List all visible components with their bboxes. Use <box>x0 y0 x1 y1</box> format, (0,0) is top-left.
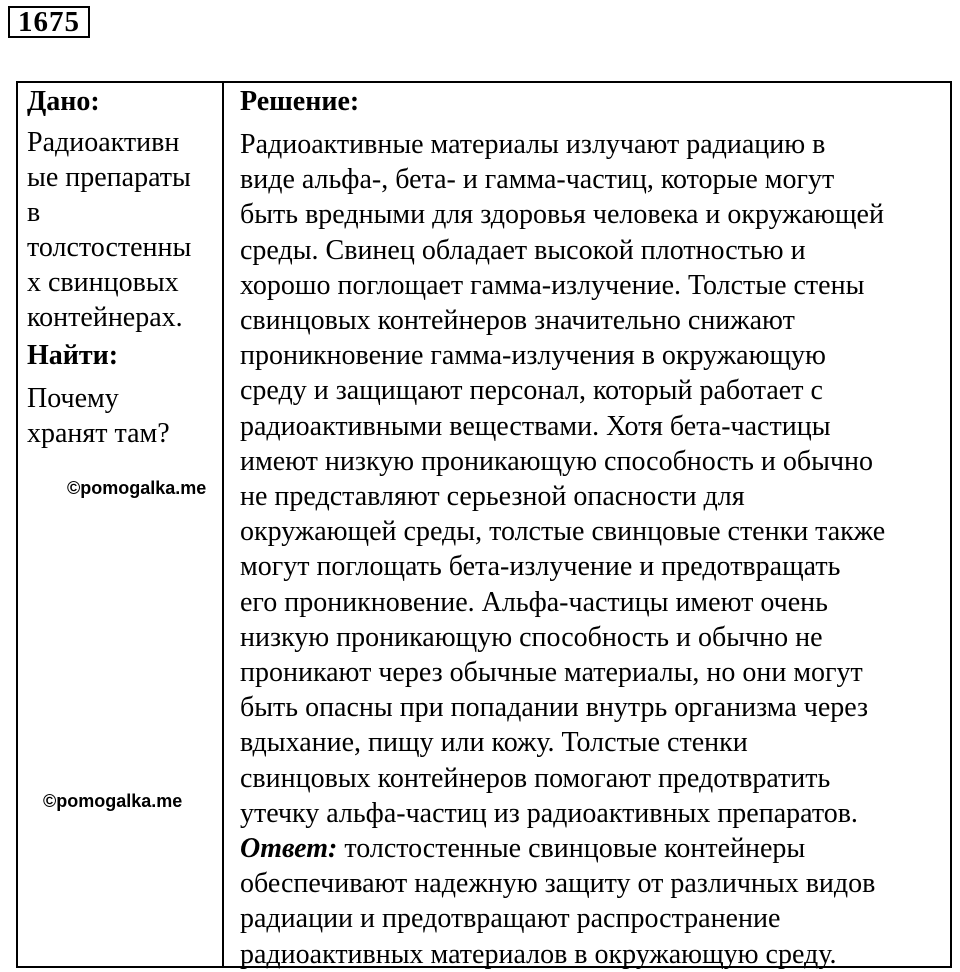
solution-text <box>240 127 950 972</box>
solution-column <box>224 83 950 970</box>
solution-table <box>16 81 952 968</box>
solution-body: Радиоактивные материалы излучают радиацию в виде альфа-, бета- и гамма-частиц, которые могут быть вредными для здоровья человека и окружающей среды. Свинец обладает высокой плотностью и хорошо поглощает гамма-излучение. Толстые стены свинцовых контейнеров значительно снижают проникновение гамма-излучения в окружающую среду и защищают персонал, который работает с радиоактивными веществами. Хотя бета-частицы имеют низкую проникающую способность и обычно не представляют серьезной опасности для окружающей среды, толстые свинцовые стенки также могут поглощать бета-излучение и предотвращать его проникновение. Альфа-частицы имеют очень низкую проникающую способность и обычно не проникают через обычные материалы, но они могут быть опасны при попадании внутрь организма через вдыхание, пищу или кожу. Толстые стенки свинцовых контейнеров помогают предотвратить утечку альфа-частиц из радиоактивных препаратов. <box>240 129 886 829</box>
problem-number: 1675 <box>8 6 90 38</box>
solution-heading: Решение: <box>240 86 360 117</box>
answer-text: толстостенные свинцовые контейнеры обеспечивают надежную защиту от различных видов радиации и предотвращают распространение радиоактивных материалов в окружающую среду. <box>240 833 876 970</box>
watermark-top: ©pomogalka.me <box>67 478 207 498</box>
given-heading: Дано: <box>27 86 100 117</box>
watermark-bottom: ©pomogalka.me <box>43 791 183 811</box>
answer-label: Ответ: <box>240 833 338 865</box>
given-text: Радиоактивн ые препараты в толстостенны х свинцовых контейнерах. <box>27 127 192 333</box>
find-text: Почему хранят там? <box>27 383 170 449</box>
find-heading: Найти: <box>27 340 119 371</box>
given-column <box>18 83 224 966</box>
